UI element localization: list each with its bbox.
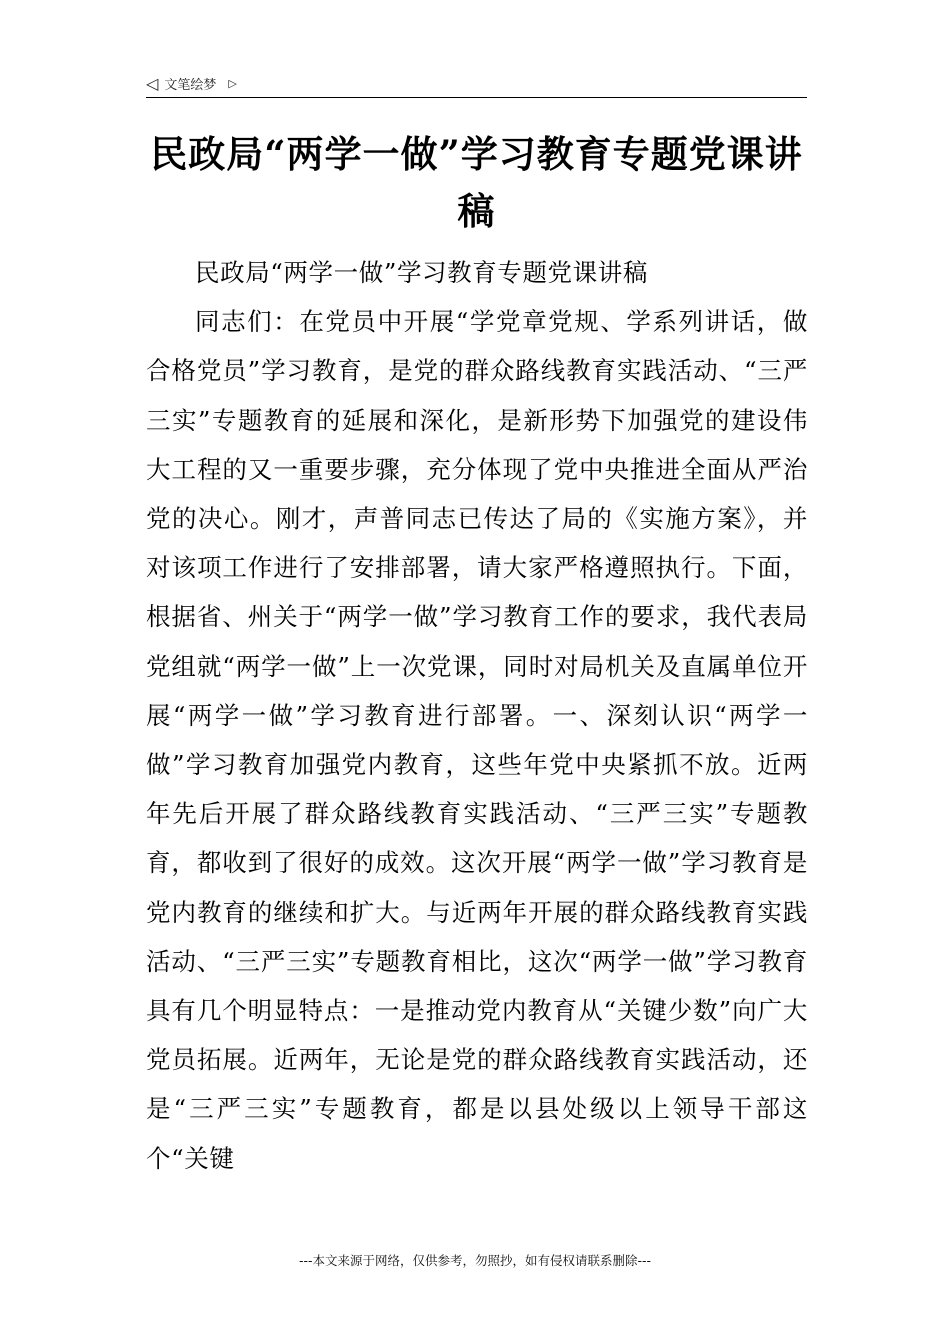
page-footer: ---本文来源于网络，仅供参考，勿照抄，如有侵权请联系删除--- (298, 1253, 652, 1268)
header-brand: 文笔绘梦 (164, 78, 217, 93)
page-header (146, 74, 237, 93)
paragraph-subtitle: 民政局“两学一做”学习教育专题党课讲稿 (195, 258, 648, 287)
document-body (146, 248, 808, 1183)
triangle-left-icon: ◁ (146, 73, 159, 93)
header-rule (146, 97, 807, 98)
document-title: 民政局“两学一做”学习教育专题党课讲稿 (150, 132, 803, 233)
paragraph-main: 同志们：在党员中开展“学党章党规、学系列讲话，做合格党员”学习教育，是党的群众路线教育实践活动、“三严三实”专题教育的延展和深化，是新形势下加强党的建设伟大工程的又一重要步骤，充分体现了党中央推进全面从严治党的决心。刚才，声普同志已传达了局的《实施方案》，并对该项工作进行了安排部署，请大家严格遵照执行。下面，根据省、州关于“两学一做”学习教育工作的要求，我代表局党组就“两学一做”上一次党课，同时对局机关及直属单位开展“两学一做”学习教育进行部署。一、深刻认识“两学一做”学习教育加强党内教育，这些年党中央紧抓不放。近两年先后开展了群众路线教育实践活动、“三严三实”专题教育，都收到了很好的成效。这次开展“两学一做”学习教育是党内教育的继续和扩大。与近两年开展的群众路线教育实践活动、“三严三实”专题教育相比，这次“两学一做”学习教育具有几个明显特点：一是推动党内教育从“关键少数”向广大党员拓展。近两年，无论是党的群众路线教育实践活动，还是“三严三实”专题教育，都是以县处级以上领导干部这个“关键 (146, 307, 808, 1173)
triangle-right-icon: ▷ (228, 77, 237, 90)
